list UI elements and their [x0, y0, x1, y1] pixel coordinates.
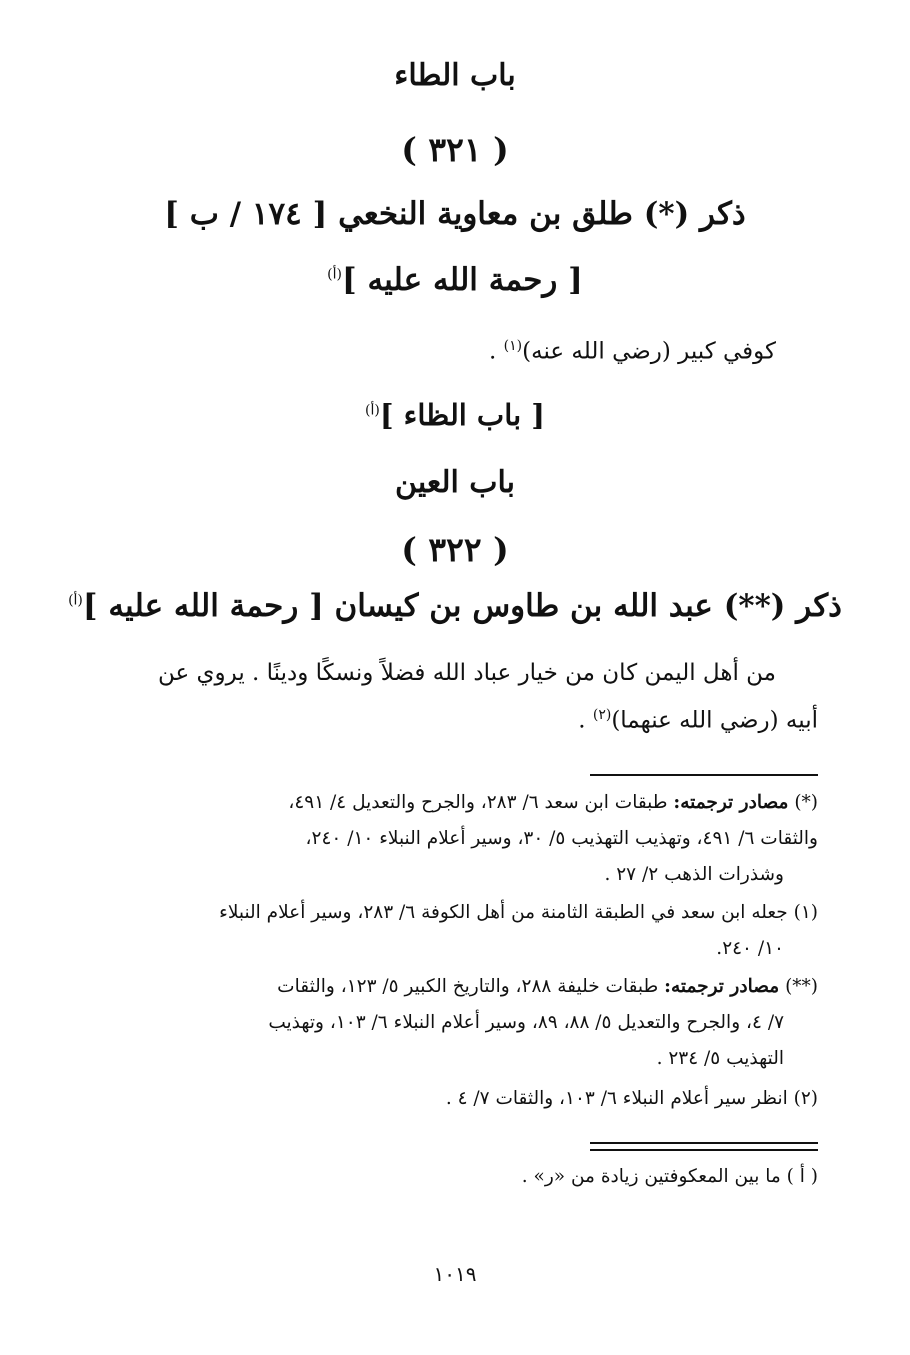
entry-322-body-end: . — [578, 707, 586, 734]
footnote-star-marker: (*) — [794, 792, 818, 813]
footnote-star-label: مصادر ترجمته: — [673, 792, 789, 813]
footnote-2star-text3: التهذيب ٥/ ٢٣٤ . — [656, 1048, 784, 1069]
footnote-2-marker: (٢) — [793, 1088, 818, 1109]
entry-321-body — [489, 338, 776, 365]
footnote-ref-a-3: (أ) — [68, 592, 83, 609]
entry-number-321-text: ( ٣٢١ ) — [401, 130, 509, 169]
entry-322-title — [0, 588, 910, 624]
entry-number-322 — [0, 530, 910, 569]
page-number-text: ١٠١٩ — [433, 1262, 477, 1286]
footnote-ref-1: (١) — [503, 338, 523, 354]
page-number — [0, 1262, 910, 1286]
footnote-star-line3 — [604, 864, 784, 885]
entry-321-body-end: . — [489, 338, 497, 365]
footnote-1-text2: ١٠/ ٢٤٠. — [716, 938, 784, 959]
footnote-a-line1 — [522, 1166, 818, 1187]
footnote-1-line1 — [219, 902, 818, 923]
entry-322-body-line1 — [158, 660, 776, 686]
footnote-star-text1: طبقات ابن سعد ٦/ ٢٨٣، والجرح والتعديل ٤/ ٤٩١، — [288, 792, 668, 813]
entry-322-title-text: ذكر (**) عبد الله بن طاوس بن كيسان [ رحمة الله عليه ] — [82, 588, 842, 624]
footnote-ref-a: (أ) — [327, 266, 342, 283]
footnote-2star-text2: ٧/ ٤، والجرح والتعديل ٥/ ٨٨، ٨٩، وسير أعلام النبلاء ٦/ ١٠٣، وتهذيب — [268, 1012, 784, 1033]
footnote-2-line1 — [446, 1088, 818, 1109]
entry-322-body-line2 — [578, 707, 818, 734]
footnote-star-line1 — [288, 792, 818, 813]
footnote-ref-2: (٢) — [592, 707, 612, 723]
entry-322-body-line2-text: أبيه (رضي الله عنهما) — [611, 707, 818, 734]
footnote-1-marker: (١) — [793, 902, 818, 923]
footnote-a-text1: ما بين المعكوفتين زيادة من «ر» . — [521, 1166, 781, 1187]
heading-bab-ain-text: باب العين — [394, 465, 515, 500]
footnote-star-line2 — [306, 828, 818, 849]
footnote-separator — [590, 774, 818, 776]
entry-321-title-text: ذكر (*) طلق بن معاوية النخعي [ ١٧٤ / ب ] — [164, 196, 746, 232]
entry-321-title — [0, 196, 910, 232]
footnote-star-text2: والثقات ٦/ ٤٩١، وتهذيب التهذيب ٥/ ٣٠، وسير أعلام النبلاء ١٠/ ٢٤٠، — [305, 828, 818, 849]
footnote-ref-a-2: (أ) — [365, 402, 380, 419]
entry-321-body-text: كوفي كبير (رضي الله عنه) — [522, 338, 776, 365]
footnote-2star-line3 — [657, 1048, 784, 1069]
heading-bab-ain — [0, 465, 910, 500]
footnote-2-text1: انظر سير أعلام النبلاء ٦/ ١٠٣، والثقات ٧/ ٤ . — [445, 1088, 788, 1109]
heading-bab-ta-text: باب الطاء — [394, 58, 516, 93]
entry-321-subtitle-text: [ رحمة الله عليه ] — [341, 262, 583, 298]
entry-number-321 — [0, 130, 910, 169]
entry-number-322-text: ( ٣٢٢ ) — [401, 530, 509, 569]
entry-322-body-line1-text: من أهل اليمن كان من خيار عباد الله فضلاً ونسكًا ودينًا . يروي عن — [157, 660, 776, 686]
footnote-1-text1: جعله ابن سعد في الطبقة الثامنة من أهل الكوفة ٦/ ٢٨٣، وسير أعلام النبلاء — [219, 902, 788, 923]
footnote-star-text3: وشذرات الذهب ٢/ ٢٧ . — [604, 864, 784, 885]
footnote-a-marker: ( أ ) — [786, 1166, 818, 1187]
footnote-2star-line1 — [277, 976, 818, 997]
footnote-2star-marker: (**) — [785, 976, 818, 997]
heading-bab-ta-bracket — [0, 398, 910, 432]
footnote-1-line2 — [716, 938, 784, 959]
heading-bab-ta — [0, 58, 910, 93]
footnote-2star-text1: طبقات خليفة ٢٨٨، والتاريخ الكبير ٥/ ١٢٣، والثقات — [277, 976, 659, 997]
footnote-2star-line2 — [268, 1012, 784, 1033]
apparatus-separator — [590, 1142, 818, 1151]
entry-321-subtitle — [0, 262, 910, 298]
heading-bab-ta-bracket-text: [ باب الظاء ] — [379, 398, 545, 432]
footnote-2star-label: مصادر ترجمته: — [664, 976, 780, 997]
